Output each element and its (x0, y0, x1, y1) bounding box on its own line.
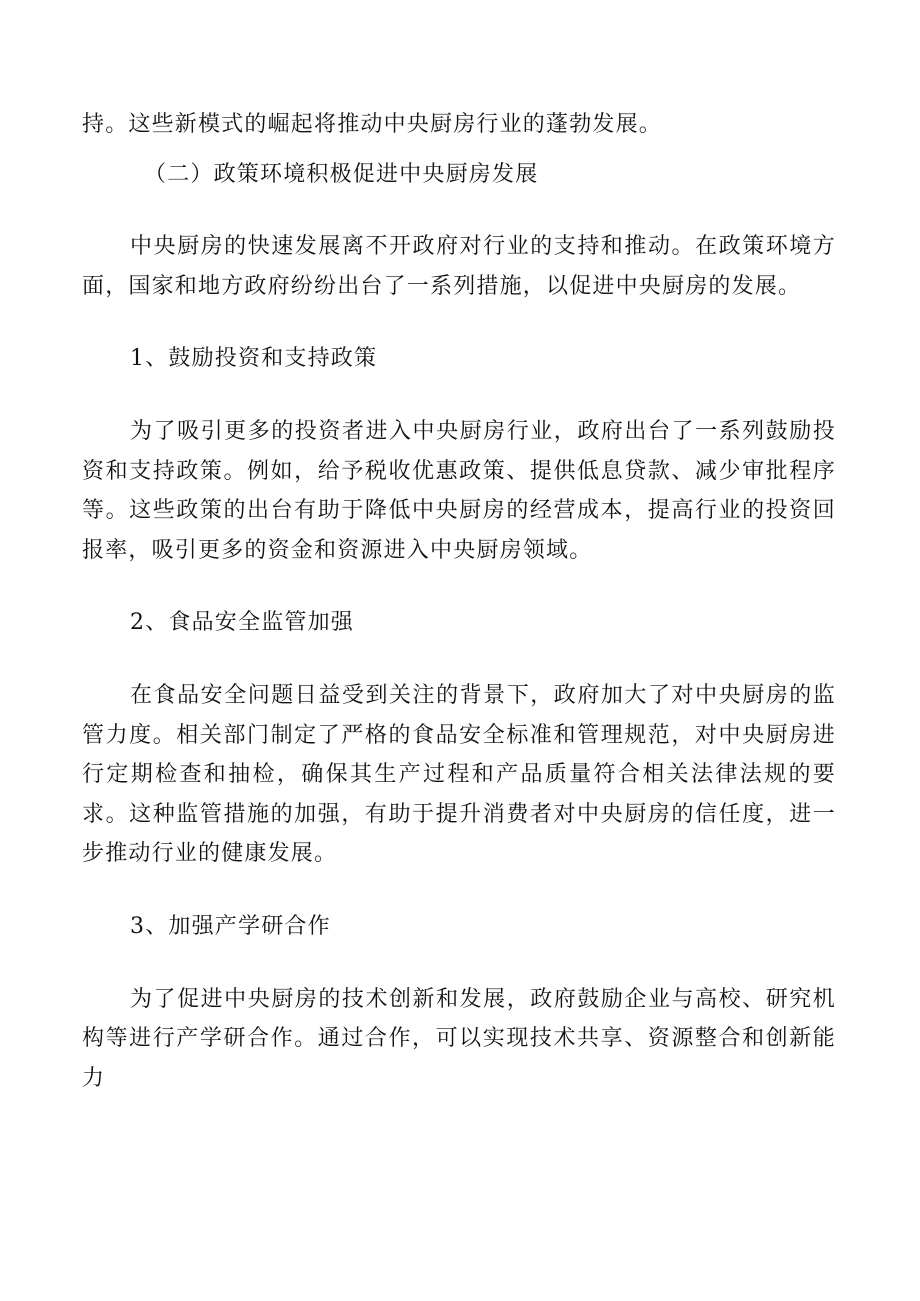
continuation-paragraph: 持。这些新模式的崛起将推动中央厨房行业的蓬勃发展。 (82, 112, 663, 137)
item-3-heading: 3、加强产学研合作 (130, 913, 331, 939)
item-1-heading: 1、鼓励投资和支持政策 (130, 346, 378, 372)
item-2-heading: 2、食品安全监管加强 (130, 610, 354, 636)
intro-paragraph: 中央厨房的快速发展离不开政府对行业的支持和推动。在政策环境方面，国家和地方政府纷纷出台了一系列措施，以促进中央厨房的发展。 (82, 234, 836, 299)
document-body (82, 105, 836, 1098)
item-1-paragraph: 为了吸引更多的投资者进入中央厨房行业，政府出台了一系列鼓励投资和支持政策。例如，给予税收优惠政策、提供低息贷款、减少审批程序等。这些政策的出台有助于降低中央厨房的经营成本，提高行业的投资回报率，吸引更多的资金和资源进入中央厨房领域。 (82, 418, 836, 563)
section-heading: （二）政策环境积极促进中央厨房发展 (144, 161, 539, 187)
item-2-paragraph: 在食品安全问题日益受到关注的背景下，政府加大了对中央厨房的监管力度。相关部门制定了严格的食品安全标准和管理规范，对中央厨房进行定期检查和抽检，确保其生产过程和产品质量符合相关法律法规的要求。这种监管措施的加强，有助于提升消费者对中央厨房的信任度，进一步推动行业的健康发展。 (82, 682, 836, 867)
item-3-paragraph: 为了促进中央厨房的技术创新和发展，政府鼓励企业与高校、研究机构等进行产学研合作。通过合作，可以实现技术共享、资源整合和创新能力 (82, 986, 836, 1091)
